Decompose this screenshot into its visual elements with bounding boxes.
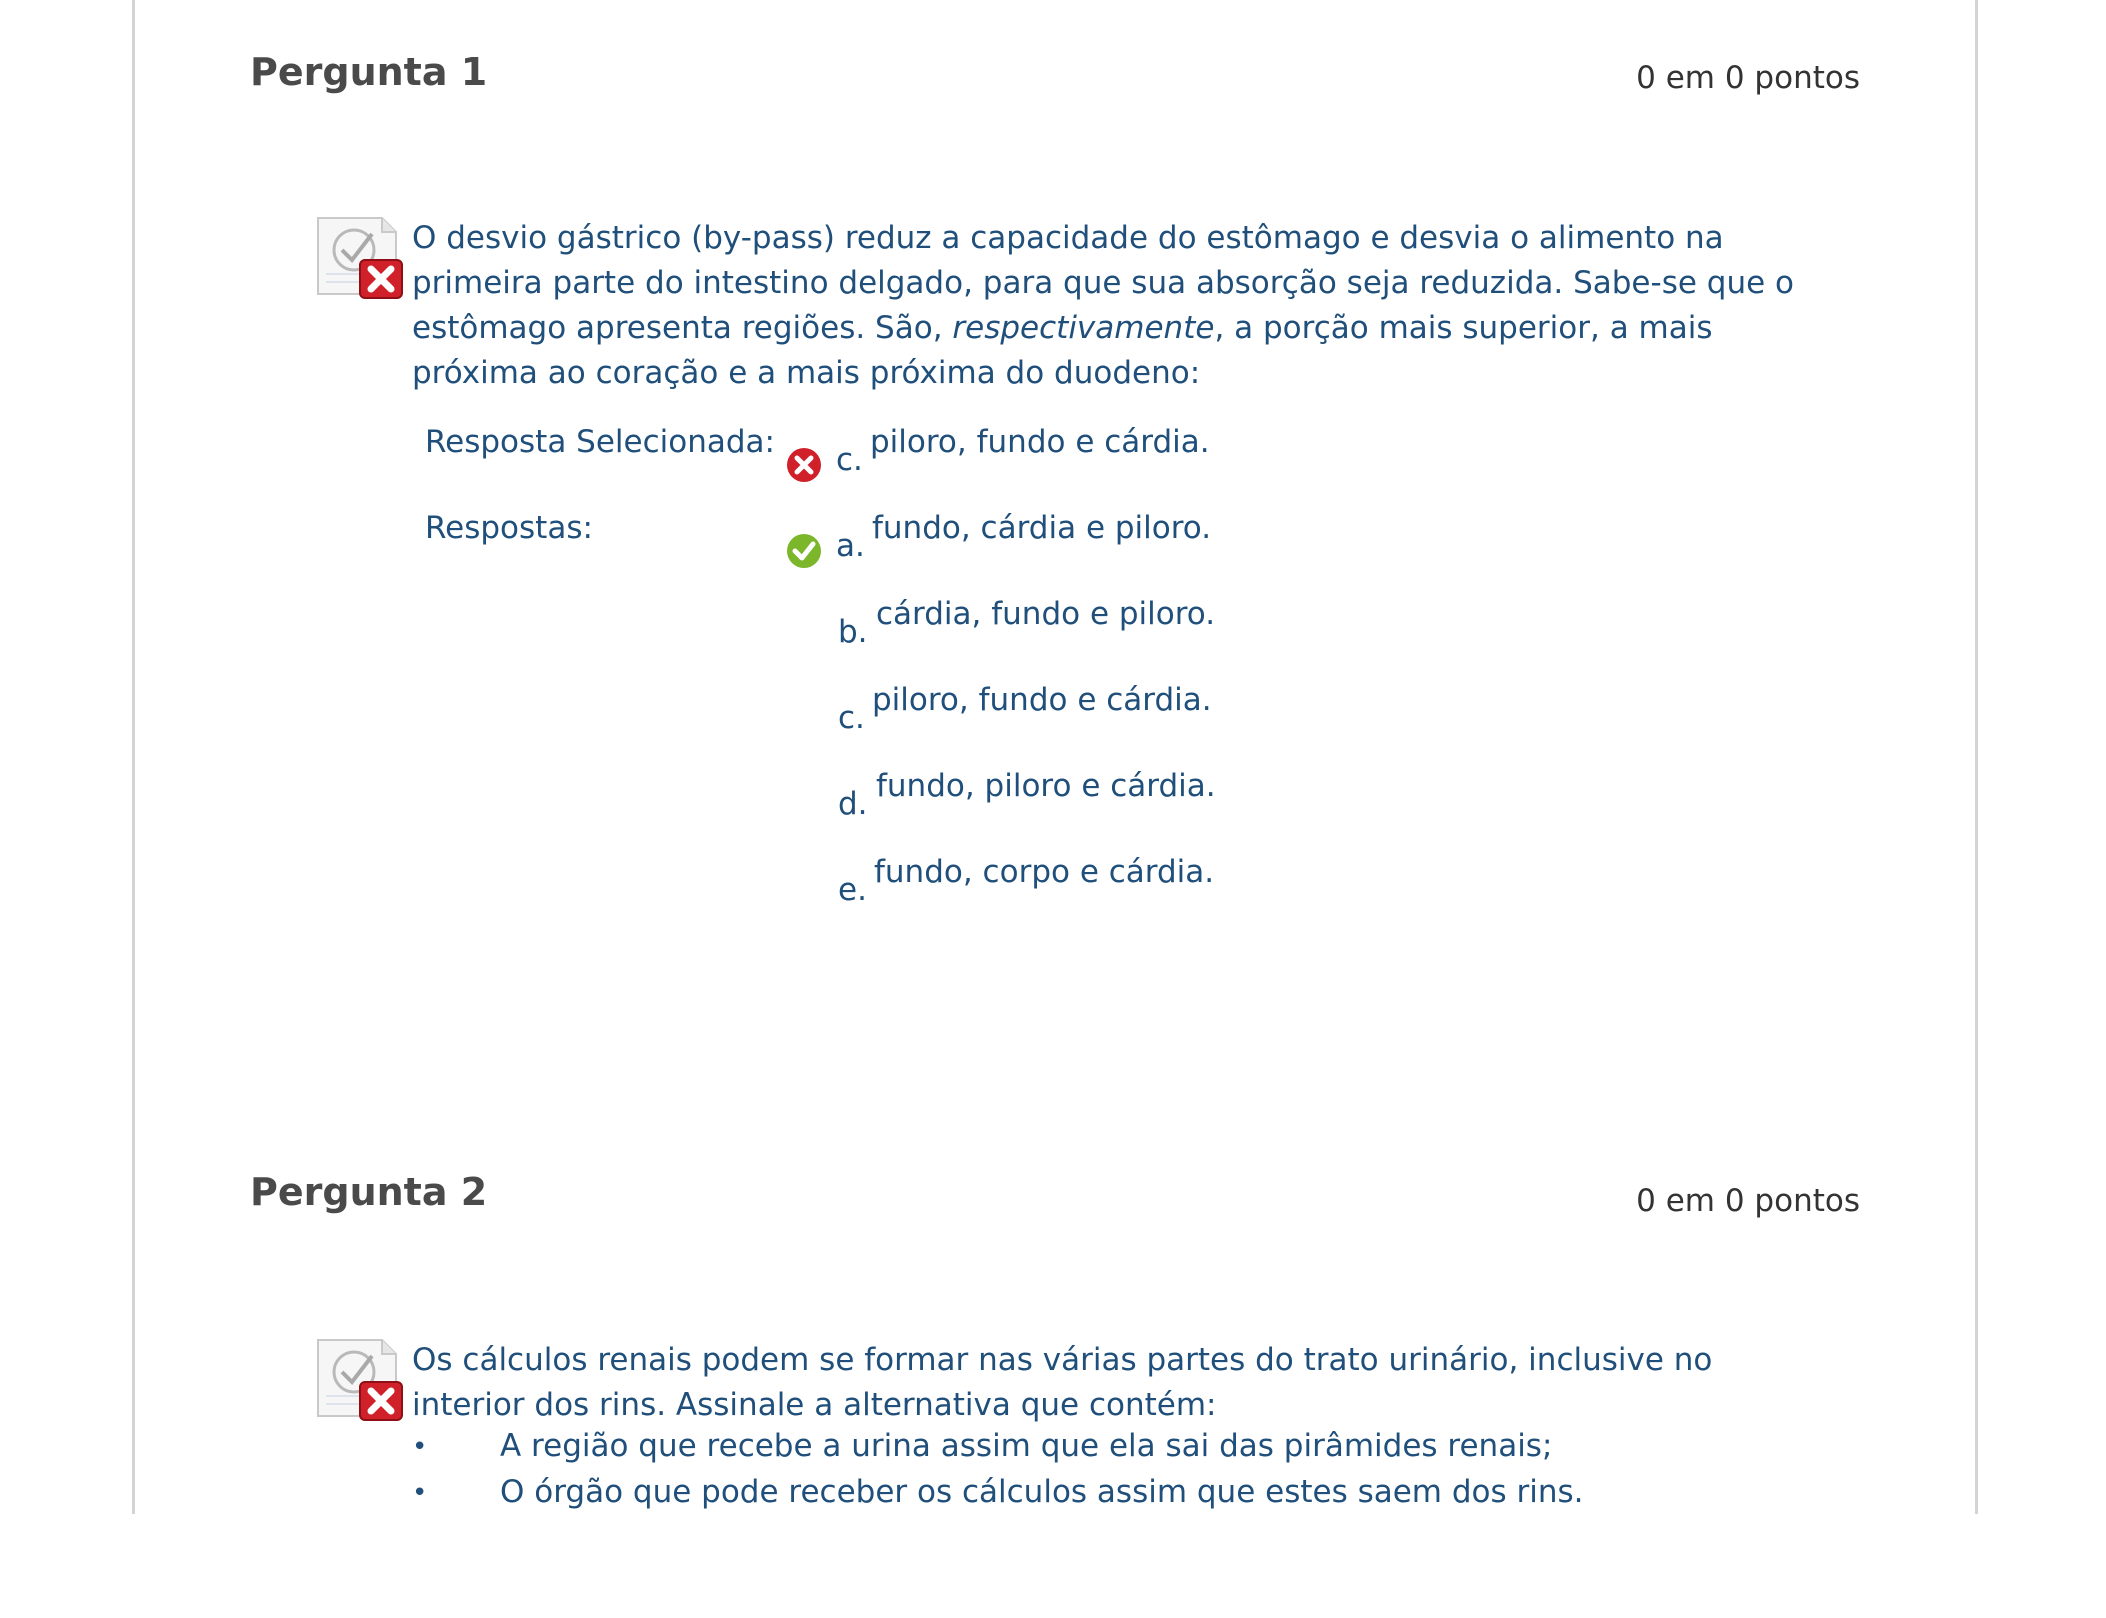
- question-2-points: 0 em 0 pontos: [1636, 1183, 1860, 1219]
- option-e-text: fundo, corpo e cárdia.: [874, 854, 1215, 890]
- bullet-marker: •: [412, 1478, 428, 1508]
- option-b-letter: b.: [838, 614, 868, 650]
- check-circle-icon: [786, 533, 822, 569]
- selected-answer-label: Resposta Selecionada:: [425, 424, 775, 460]
- answers-label: Respostas:: [425, 510, 593, 546]
- selected-answer-text: piloro, fundo e cárdia.: [870, 424, 1210, 460]
- option-a-letter: a.: [836, 528, 865, 564]
- option-d-letter: d.: [838, 786, 868, 822]
- incorrect-question-icon: [316, 214, 406, 300]
- option-e-letter: e.: [838, 872, 867, 908]
- option-c-letter: c.: [838, 700, 865, 736]
- option-b-text: cárdia, fundo e piloro.: [876, 596, 1216, 632]
- question-1-text: O desvio gástrico (by-pass) reduz a capacidade do estômago e desvia o alimento na primeira parte do intestino delgado, para que sua absorção seja reduzida. Sabe-se que o estômago apresenta regiões. São, respectivamente, a porção mais superior, a mais próxima ao coração e a mais próxima do duodeno:: [412, 220, 1794, 391]
- question-2-text: Os cálculos renais podem se formar nas várias partes do trato urinário, inclusive no interior dos rins. Assinale a alternativa que contém:: [412, 1342, 1713, 1423]
- option-a-text: fundo, cárdia e piloro.: [872, 510, 1212, 546]
- option-d-text: fundo, piloro e cárdia.: [876, 768, 1216, 804]
- question-2-title: Pergunta 2: [250, 1170, 488, 1214]
- question-2-bullet-2: O órgão que pode receber os cálculos assim que estes saem dos rins.: [500, 1474, 1584, 1510]
- question-1-title: Pergunta 1: [250, 50, 488, 94]
- x-circle-icon: [786, 447, 822, 483]
- option-c-text: piloro, fundo e cárdia.: [872, 682, 1212, 718]
- question-2-bullet-1: A região que recebe a urina assim que ela sai das pirâmides renais;: [500, 1428, 1553, 1464]
- question-1-points: 0 em 0 pontos: [1636, 60, 1860, 96]
- selected-answer-letter: c.: [836, 442, 863, 478]
- incorrect-question-icon: [316, 1336, 406, 1422]
- bullet-marker: •: [412, 1432, 428, 1462]
